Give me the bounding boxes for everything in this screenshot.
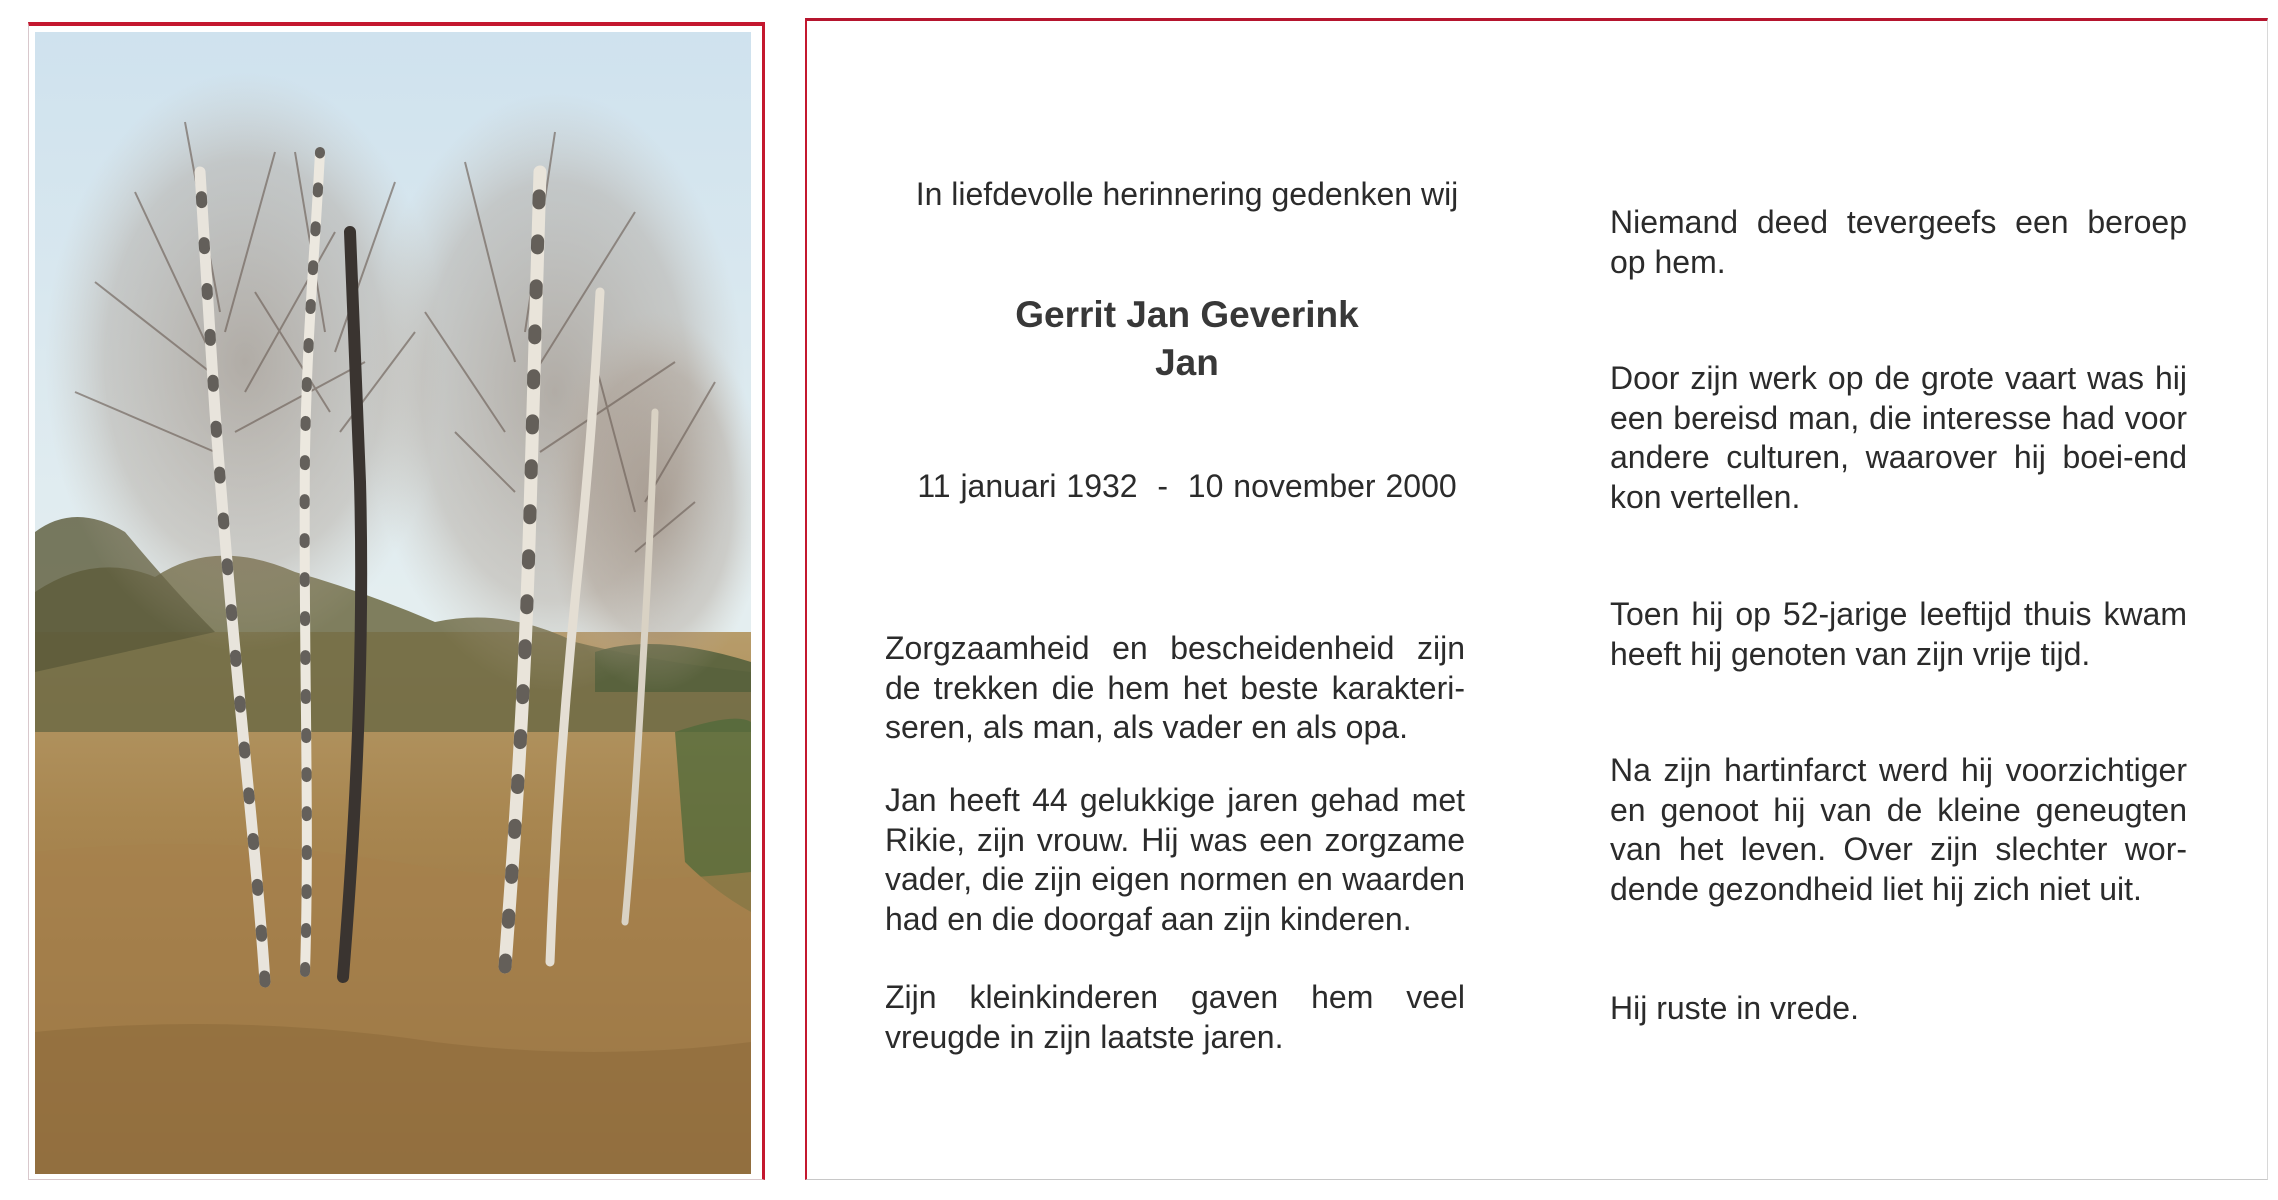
closing-line: Hij ruste in vrede.	[1610, 990, 1859, 1026]
photo-card	[28, 22, 765, 1180]
deceased-name: Gerrit Jan Geverink	[1015, 294, 1359, 335]
memorial-card-text	[805, 18, 2268, 1180]
birch-trees-heath-photo	[35, 32, 751, 1174]
intro-line: In liefdevolle herinnering gedenken wij	[915, 176, 1459, 212]
right-paragraph-2: Door zijn werk op de grote vaart was hij een bereisd man, die interesse had voor andere culturen, waarover hij boei-end kon vertellen.	[1610, 360, 2187, 515]
left-paragraph-1: Zorgzaamheid en bescheidenheid zijn de trekken die hem het beste karakteri-seren, als man, als vader en als opa.	[885, 630, 1465, 745]
right-paragraph-4: Na zijn hartinfarct werd hij voorzichtiger en genoot hij van de kleine geneugten van het leven. Over zijn slechter wor-dende gezondheid liet hij zich niet uit.	[1610, 752, 2187, 907]
right-paragraph-1: Niemand deed tevergeefs een beroep op hem.	[1610, 204, 2187, 280]
left-paragraph-2: Jan heeft 44 gelukkige jaren gehad met Rikie, zijn vrouw. Hij was een zorgzame vader, die zijn eigen normen en waarden had en die doorgaf aan zijn kinderen.	[885, 782, 1465, 937]
right-paragraph-3: Toen hij op 52-jarige leeftijd thuis kwam heeft hij genoten van zijn vrije tijd.	[1610, 596, 2187, 672]
deceased-nickname: Jan	[1155, 342, 1219, 383]
left-paragraph-3: Zijn kleinkinderen gaven hem veel vreugde in zijn laatste jaren.	[885, 979, 1465, 1055]
life-dates: 11 januari 1932 - 10 november 2000	[917, 468, 1457, 504]
